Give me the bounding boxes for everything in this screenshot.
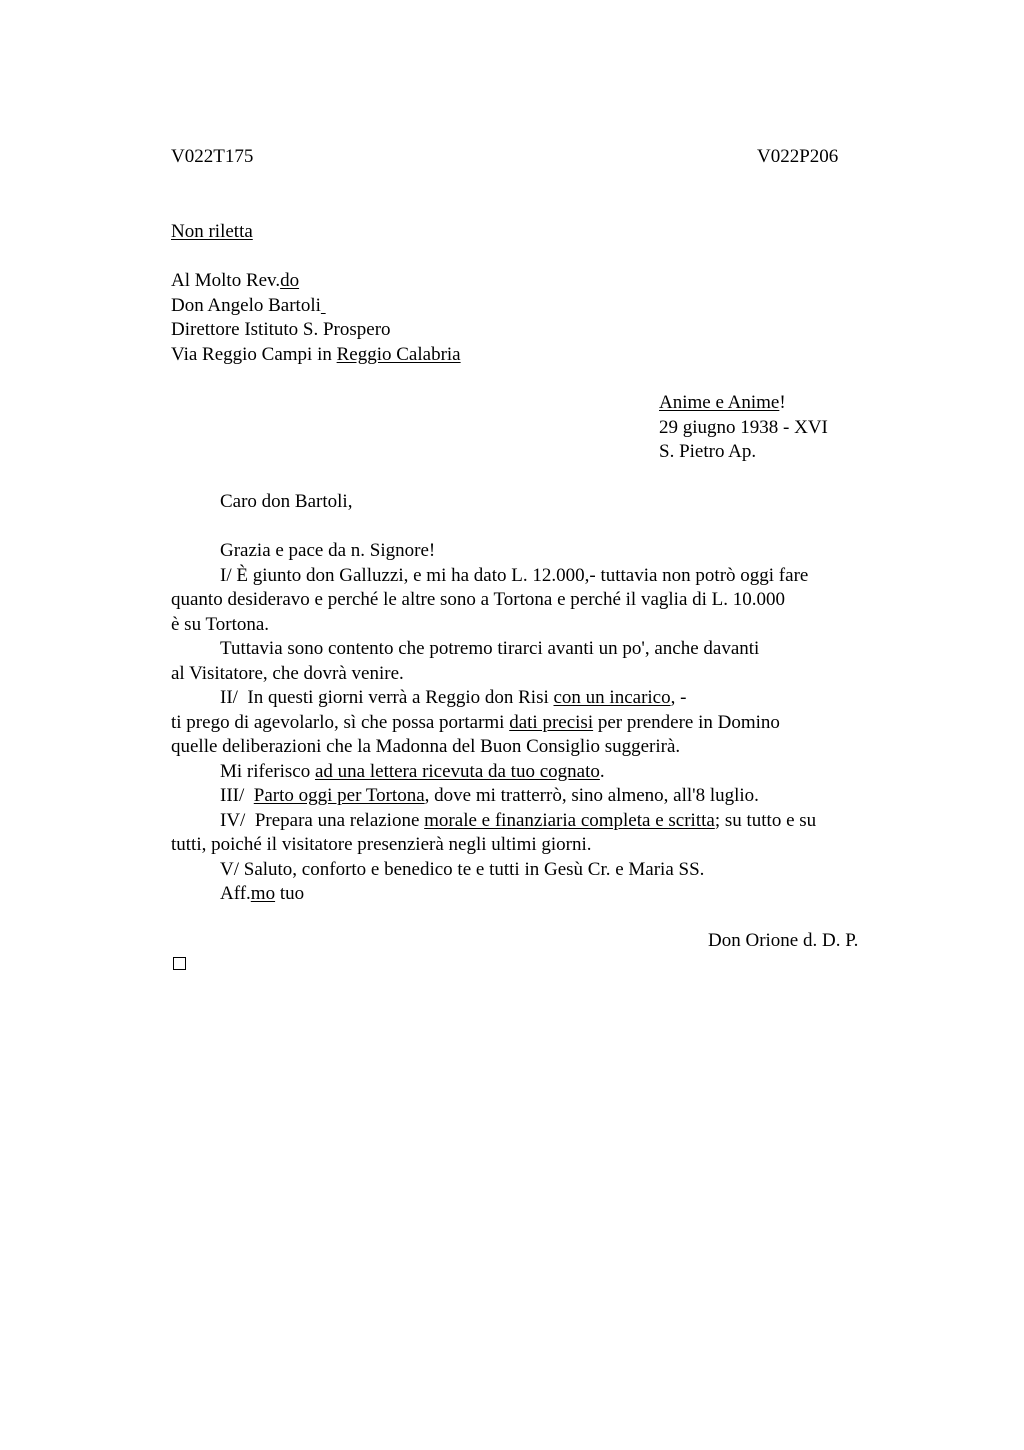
signature: Don Orione d. D. P.: [708, 930, 859, 951]
body-line: quanto desideravo e perché le altre sono a Tortona e perché il vaglia di L. 10.000: [171, 589, 786, 610]
body-line: Grazia e pace da n. Signore!: [220, 540, 436, 561]
address-line-1: Al Molto Rev.do: [171, 270, 300, 291]
body-line: quelle deliberazioni che la Madonna del Buon Consiglio suggerirà.: [171, 736, 681, 757]
body-line: al Visitatore, che dovrà venire.: [171, 662, 404, 684]
body-line: IV/ Prepara una relazione morale e finanziaria completa e scritta; su tutto e su: [220, 809, 817, 831]
body-line: tutti, poiché il visitatore presenzierà negli ultimi giorni.: [171, 834, 592, 855]
motto-line: Anime e Anime!: [659, 392, 786, 413]
body-line: V/ Saluto, conforto e benedico te e tutti in Gesù Cr. e Maria SS.: [220, 858, 705, 880]
address-line-4: Via Reggio Campi in Reggio Calabria: [171, 343, 461, 365]
date-line: 29 giugno 1938 - XVI: [659, 416, 828, 438]
document-code-left: V022T175: [171, 146, 254, 167]
closing-line: Aff.mo tuo: [220, 883, 305, 904]
body-line: Mi riferisco ad una lettera ricevuta da tuo cognato.: [220, 760, 605, 782]
salutation: Caro don Bartoli,: [220, 491, 353, 512]
checkbox-icon: [173, 957, 186, 970]
body-line: II/ In questi giorni verrà a Reggio don Risi con un incarico, -: [220, 687, 687, 708]
feast-line: S. Pietro Ap.: [659, 441, 757, 462]
body-line: I/ È giunto don Galluzzi, e mi ha dato L. 12.000,- tuttavia non potrò oggi fare: [220, 564, 809, 586]
address-line-2: Don Angelo Bartoli: [171, 294, 321, 316]
body-line: ti prego di agevolarlo, sì che possa portarmi dati precisi per prendere in Domino: [171, 711, 780, 733]
body-line: è su Tortona.: [171, 613, 270, 635]
document-code-right: V022P206: [757, 146, 839, 167]
body-line: III/ Parto oggi per Tortona, dove mi tratterrò, sino almeno, all'8 luglio.: [220, 785, 759, 806]
body-line: Tuttavia sono contento che potremo tirarci avanti un po', anche davanti: [220, 638, 760, 659]
review-note: Non riletta: [171, 221, 253, 242]
address-line-3: Direttore Istituto S. Prospero: [171, 319, 391, 340]
